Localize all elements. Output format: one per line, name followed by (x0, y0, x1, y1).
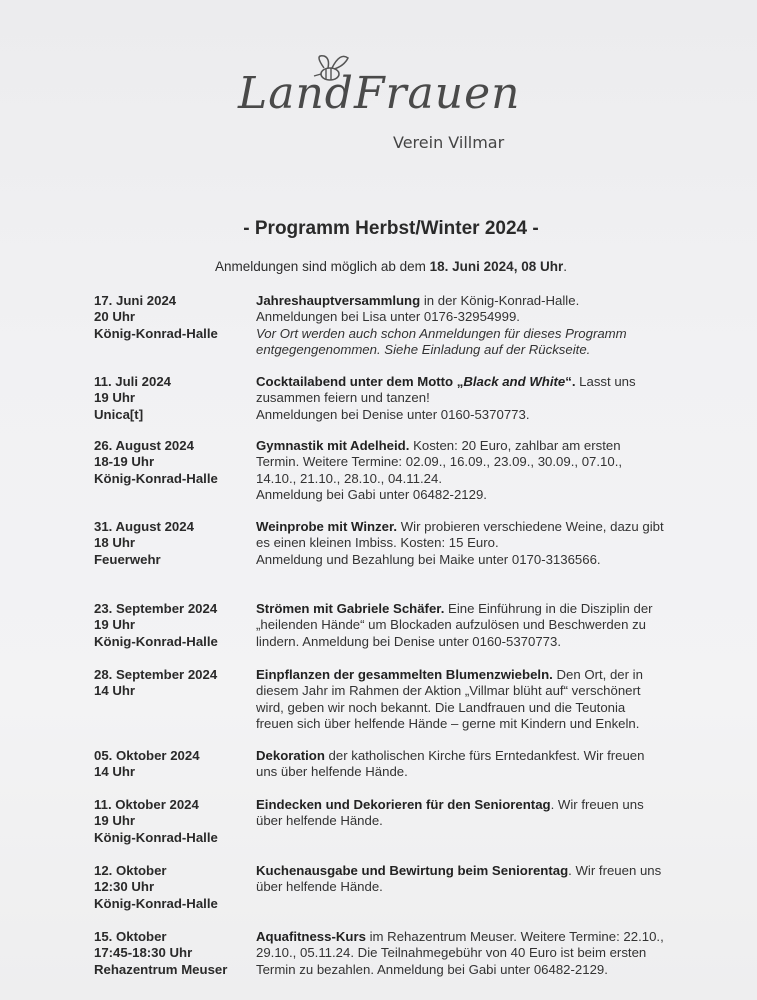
event-title: Aquafitness-Kurs (256, 929, 366, 944)
event-title: Cocktailabend unter dem Motto „Black and White“. (256, 374, 576, 389)
event-title: Jahreshauptversammlung (256, 293, 421, 308)
event-description: Cocktailabend unter dem Motto „Black and White“. Lasst uns zusammen feiern und tanzen! Anmeldungen bei Denise unter 0160-5370773. (256, 374, 636, 422)
event-time: 20 Uhr (94, 309, 136, 325)
registration-date: 18. Juni 2024, 08 Uhr (429, 259, 564, 274)
event-date: 15. Oktober (94, 929, 167, 944)
event-time: 19 Uhr (94, 617, 136, 633)
event-when-where (94, 863, 254, 912)
event-when-where (94, 374, 254, 423)
event-time: 17:45-18:30 Uhr (94, 945, 193, 961)
event-place: König-Konrad-Halle (94, 325, 218, 341)
registration-note: Anmeldungen sind möglich ab dem 18. Juni 2024, 08 Uhr. (215, 259, 567, 274)
event-when-where (94, 929, 254, 978)
event-title: Weinprobe mit Winzer. (256, 519, 398, 534)
event-title: Einpflanzen der gesammelten Blumenzwiebeln. (256, 667, 553, 682)
event-when-where (94, 667, 254, 700)
event-title: Strömen mit Gabriele Schäfer. (256, 601, 445, 616)
event-place: Unica[t] (94, 406, 144, 422)
event-time: 12:30 Uhr (94, 879, 155, 895)
event-place: König-Konrad-Halle (94, 633, 218, 649)
event-when-where (94, 797, 254, 846)
logo-wordmark: LandFrauen (238, 68, 521, 119)
event-title: Eindecken und Dekorieren für den Seniorentag (256, 797, 551, 812)
event-place: König-Konrad-Halle (94, 470, 218, 486)
event-date: 05. Oktober 2024 (94, 748, 200, 763)
event-date: 31. August 2024 (94, 519, 194, 534)
event-date: 28. September 2024 (94, 667, 218, 682)
event-time: 19 Uhr (94, 390, 136, 406)
event-description: Eindecken und Dekorieren für den Seniorentag. Wir freuen uns über helfende Hände. (256, 797, 644, 829)
event-time: 19 Uhr (94, 813, 136, 829)
event-when-where (94, 438, 254, 487)
event-place: Feuerwehr (94, 551, 161, 567)
landfrauen-logo (230, 50, 530, 160)
event-when-where (94, 748, 254, 781)
event-date: 17. Juni 2024 (94, 293, 177, 308)
event-place: König-Konrad-Halle (94, 895, 218, 911)
event-description: Strömen mit Gabriele Schäfer. Eine Einführung in die Disziplin der „heilenden Hände“ um Blockaden aufzulösen und Beschwerden zu lindern. Anmeldung bei Denise unter 0160-5370773. (256, 601, 653, 649)
page-title: - Programm Herbst/Winter 2024 - (243, 218, 539, 239)
event-time: 18 Uhr (94, 535, 136, 551)
event-description: Kuchenausgabe und Bewirtung beim Seniorentag. Wir freuen uns über helfende Hände. (256, 863, 662, 895)
event-date: 12. Oktober (94, 863, 167, 878)
event-date: 26. August 2024 (94, 438, 194, 453)
event-when-where (94, 519, 254, 568)
event-description: Dekoration der katholischen Kirche fürs Erntedankfest. Wir freuen uns über helfende Hände. (256, 748, 645, 780)
event-when-where (94, 601, 254, 650)
event-date: 11. Juli 2024 (94, 374, 171, 389)
event-time: 18-19 Uhr (94, 454, 155, 470)
event-time: 14 Uhr (94, 683, 136, 699)
event-when-where (94, 293, 254, 342)
event-place: König-Konrad-Halle (94, 829, 218, 845)
event-place: Rehazentrum Meuser (94, 961, 228, 977)
event-description: Gymnastik mit Adelheid. Kosten: 20 Euro, zahlbar am ersten Termin. Weitere Termine: 02.09., 16.09., 23.09., 30.09., 07.10., 14.10., 21.10., 28.10., 04.11.24. Anmeldung bei Gabi unter 06482-2129. (256, 438, 623, 503)
event-description: Jahreshauptversammlung in der König-Konrad-Halle. Anmeldungen bei Lisa unter 0176-32954999. Vor Ort werden auch schon Anmeldungen für dieses Programm entgegengenommen. Siehe Einladung auf der Rückseite. (256, 293, 627, 358)
event-title: Gymnastik mit Adelheid. (256, 438, 410, 453)
event-title: Dekoration (256, 748, 325, 763)
event-title: Kuchenausgabe und Bewirtung beim Seniorentag (256, 863, 569, 878)
event-description: Einpflanzen der gesammelten Blumenzwiebeln. Den Ort, der in diesem Jahr im Rahmen der Aktion „Villmar blüht auf“ verschönert wird, geben wir noch bekannt. Die Landfrauen und die Teutonia freuen sich über helfende Hände – gerne mit Kindern und Enkeln. (256, 667, 643, 732)
event-date: 23. September 2024 (94, 601, 218, 616)
event-description: Weinprobe mit Winzer. Wir probieren verschiedene Weine, dazu gibt es einen kleinen Imbiss. Kosten: 15 Euro. Anmeldung und Bezahlung bei Maike unter 0170-3136566. (256, 519, 664, 567)
event-description: Aquafitness-Kurs im Rehazentrum Meuser. Weitere Termine: 22.10., 29.10., 05.11.24. Die Teilnahmegebühr von 40 Euro ist beim ersten Termin zu bezahlen. Anmeldung bei Gabi unter 06482-2129. (256, 929, 664, 977)
event-time: 14 Uhr (94, 764, 136, 780)
event-date: 11. Oktober 2024 (94, 797, 199, 812)
logo-subtitle: Verein Villmar (393, 133, 505, 152)
